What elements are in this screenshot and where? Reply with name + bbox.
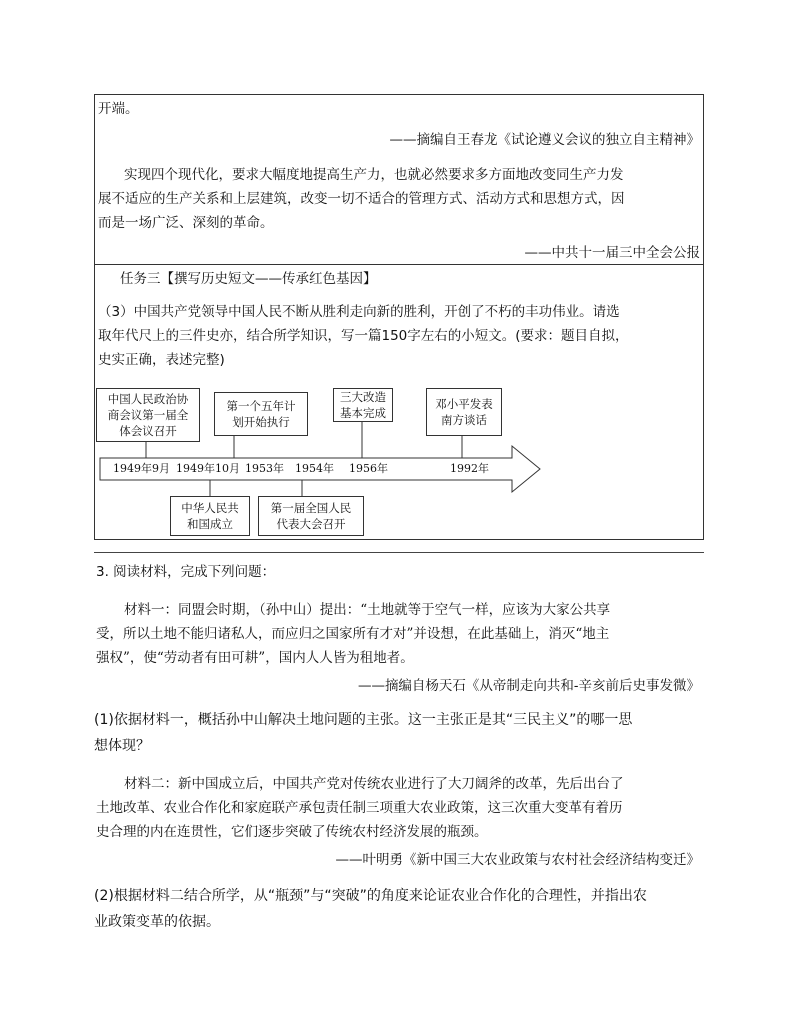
q3-line1: （3）中国共产党领导中国人民不断从胜利走向新的胜利，开创了不朽的丰功伟业。请选 — [98, 304, 620, 320]
year-1953: 1953年 — [245, 462, 284, 475]
para1-line2: 展不适应的生产关系和上层建筑，改变一切不适合的管理方式、活动方式和思想方式，因 — [98, 191, 625, 207]
event-npc-first — [258, 496, 364, 536]
event-fyp-l2: 划开始执行 — [232, 415, 290, 429]
section-rule — [94, 552, 704, 553]
material2-source: ——叶明勇《新中国三大农业政策与农村社会经济结构变迁》 — [335, 852, 700, 868]
material1-line2: 受，所以土地不能归诸私人，而应归之国家所有才对”并设想，在此基础上，消灭“地主 — [96, 626, 610, 642]
year-1954: 1954年 — [295, 462, 334, 475]
source-citation-2: ——中共十一届三中全会公报 — [524, 245, 700, 261]
material2-line2: 土地改革、农业合作化和家庭联产承包责任制三项重大农业政策，这三次重大变革有着历 — [96, 800, 623, 816]
event-npc-l2: 代表大会召开 — [276, 517, 346, 531]
q3-line2: 取年代尺上的三件史亦，结合所学知识，写一篇150字左右的小短文。(要求：题目自拟， — [98, 328, 629, 344]
event-cppcc-l2: 商会议第一届全 — [107, 408, 189, 422]
event-cppcc-l3: 体会议召开 — [119, 424, 177, 438]
material1-source: ——摘编自杨天石《从帝制走向共和-辛亥前后史事发微》 — [357, 678, 700, 694]
year-1956: 1956年 — [349, 462, 388, 475]
event-prc-l2: 和国成立 — [187, 517, 233, 531]
event-prc-l1: 中华人民共 — [181, 501, 239, 515]
event-npc-l1: 第一届全国人民 — [270, 501, 352, 515]
source-citation-1: ——摘编自王春龙《试论遵义会议的独立自主精神》 — [389, 132, 700, 148]
q1-line1: (1)依据材料一，概括孙中山解决土地问题的主张。这一主张正是其“三民主义”的哪一思 — [94, 712, 633, 728]
event-southern-tour — [426, 388, 502, 436]
year-1992: 1992年 — [450, 462, 489, 475]
event-tt-l2: 基本完成 — [340, 406, 386, 420]
question-3-heading: 3. 阅读材料，完成下列问题： — [96, 564, 276, 580]
event-fyp-l1: 第一个五年计 — [226, 399, 296, 413]
material1-line3: 强权”，使“劳动者有田可耕”，国内人人皆为租地者。 — [96, 650, 414, 666]
event-cppcc — [96, 388, 200, 442]
event-three-transformations — [333, 388, 393, 422]
q2-line1: (2)根据材料二结合所学，从“瓶颈”与“突破”的角度来论证农业合作化的合理性，并指出农 — [94, 888, 647, 904]
material1-line1: 材料一：同盟会时期，（孙中山）提出：“土地就等于空气一样，应该为大家公共享 — [124, 602, 611, 618]
task3-heading: 任务三【撰写历史短文——传承红色基因】 — [120, 271, 377, 287]
text-line-start: 开端。 — [98, 101, 139, 117]
event-five-year-plan — [214, 392, 308, 436]
q2-line2: 业政策变革的依据。 — [94, 914, 220, 930]
event-tt-l1: 三大改造 — [340, 390, 386, 404]
event-cppcc-l1: 中国人民政治协 — [107, 392, 189, 406]
year-1949-10: 1949年10月 — [176, 462, 240, 475]
material2-line3: 史合理的内在连贯性，它们逐步突破了传统农村经济发展的瓶颈。 — [96, 824, 488, 840]
q1-line2: 想体现？ — [94, 738, 150, 754]
event-prc-founded — [170, 496, 250, 536]
year-1949-09: 1949年9月 — [113, 462, 170, 475]
material2-line1: 材料二：新中国成立后，中国共产党对传统农业进行了大刀阔斧的改革，先后出台了 — [124, 776, 624, 792]
event-st-l1: 邓小平发表 — [435, 397, 493, 411]
event-st-l2: 南方谈话 — [441, 413, 487, 427]
para1-line1: 实现四个现代化，要求大幅度地提高生产力，也就必然要求多方面地改变同生产力发 — [124, 167, 624, 183]
para1-line3: 而是一场广泛、深刻的革命。 — [98, 215, 274, 231]
q3-line3: 史实正确，表述完整) — [98, 352, 225, 368]
